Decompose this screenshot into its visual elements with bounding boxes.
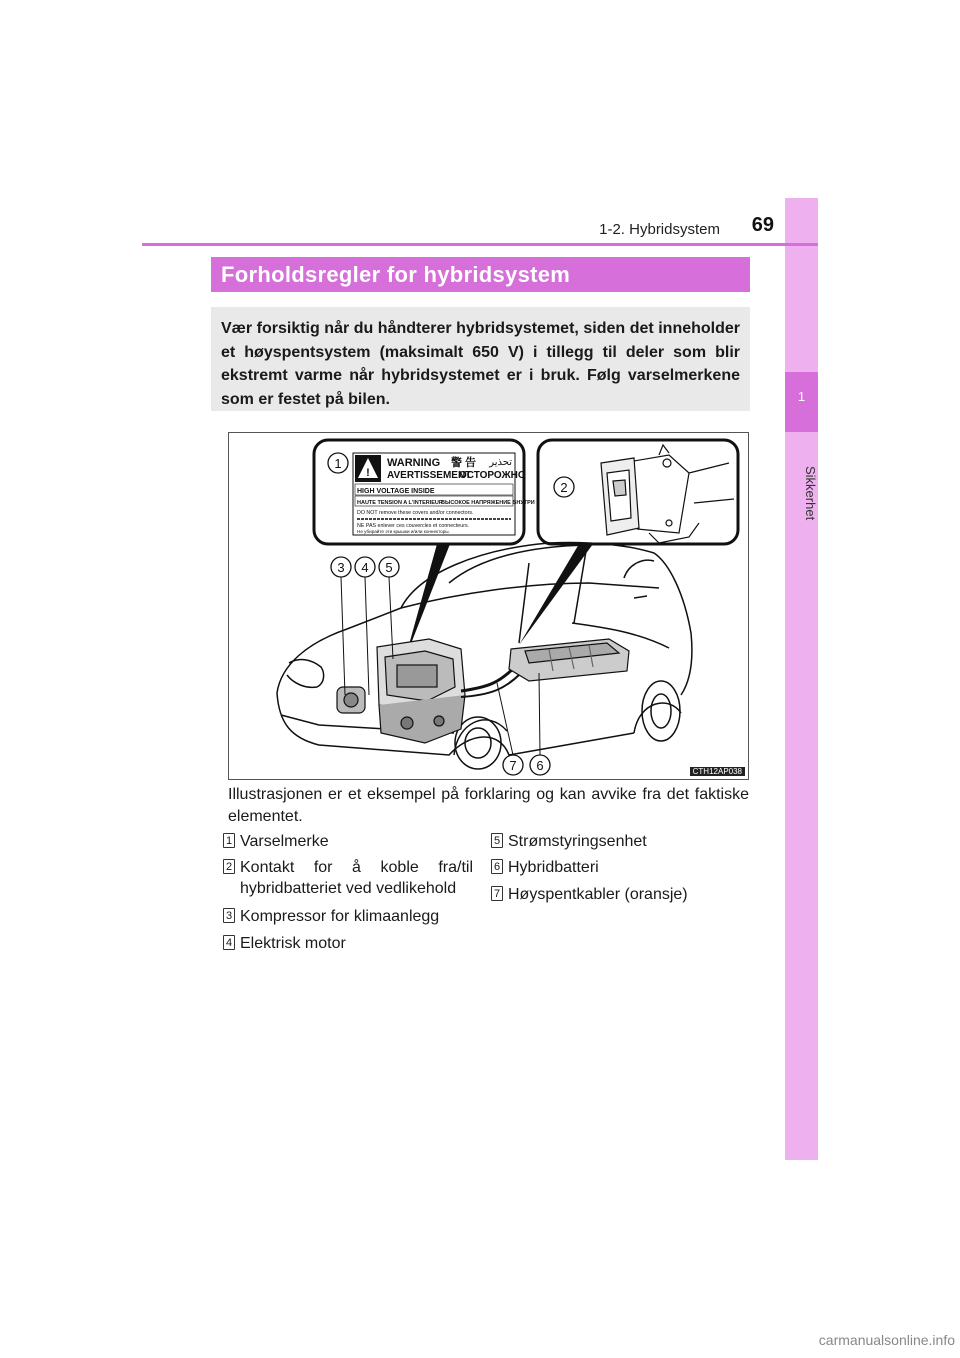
svg-text:7: 7 bbox=[509, 758, 517, 773]
label-avertissement: AVERTISSEMENT bbox=[387, 470, 472, 481]
legend-number: 6 bbox=[491, 859, 503, 874]
legend-text-line-2: hybridbatteriet ved vedlikehold bbox=[240, 880, 457, 897]
callout-2-leader bbox=[519, 544, 593, 645]
svg-text:4: 4 bbox=[361, 560, 369, 575]
legend-number: 5 bbox=[491, 833, 503, 848]
figure-code: CTH12AP038 bbox=[690, 767, 745, 776]
label-ostorozhno: ОСТОРОЖНО bbox=[459, 470, 526, 481]
label-ne-ubir: Не убирайте эти крышки и/или коннекторы. bbox=[357, 529, 450, 534]
legend-text: Høyspentkabler (oransje) bbox=[508, 886, 688, 903]
legend-number: 4 bbox=[223, 935, 235, 950]
label-warning: WARNING bbox=[387, 457, 441, 469]
page-number: 69 bbox=[751, 214, 774, 236]
svg-text:1: 1 bbox=[334, 456, 342, 471]
intro-box: Vær forsiktig når du håndterer hybridsystemet, siden det inneholder et høyspentsystem (maksimalt 650 V) i tillegg til deler som blir ekstremt varme når hybridsystemet er i bruk. Følg varselmerkene som er festet på bilen. bbox=[211, 307, 750, 411]
label-warning-jp: 警 告 bbox=[451, 457, 477, 469]
svg-text:!: ! bbox=[366, 467, 370, 479]
svg-text:6: 6 bbox=[536, 758, 544, 773]
engine-assembly bbox=[377, 639, 465, 743]
label-ne-pas: NE PAS enlever ces couvercles et connecteurs. bbox=[357, 523, 470, 529]
legend-number: 7 bbox=[491, 886, 503, 901]
legend-text-line-1: Kontakt for å koble fra/til bbox=[240, 859, 473, 876]
ac-compressor bbox=[337, 687, 365, 713]
legend-text: Elektrisk motor bbox=[240, 935, 346, 952]
legend-number: 3 bbox=[223, 908, 235, 923]
legend-text: Hybridbatteri bbox=[508, 859, 599, 876]
legend-number: 2 bbox=[223, 859, 235, 874]
svg-text:3: 3 bbox=[337, 560, 345, 575]
section-banner: Forholdsregler for hybridsystem bbox=[211, 257, 750, 292]
legend-text: Kompressor for klimaanlegg bbox=[240, 908, 440, 925]
side-tab-label: Sikkerhet bbox=[803, 466, 818, 521]
warning-label bbox=[353, 453, 535, 535]
label-do-not: DO NOT remove these covers and/or connectors. bbox=[357, 510, 474, 516]
legend-text: Strømstyringsenhet bbox=[508, 833, 647, 850]
hybrid-system-figure bbox=[228, 432, 749, 780]
label-haute-tension: HAUTE TENSION A L'INTERIEUR bbox=[357, 500, 443, 506]
side-tab bbox=[785, 198, 818, 1160]
legend-number: 1 bbox=[223, 833, 235, 848]
label-high-voltage: HIGH VOLTAGE INSIDE bbox=[357, 488, 435, 495]
label-warning-ar: تحذير bbox=[489, 457, 512, 468]
header-section-title: 1-2. Hybridsystem bbox=[599, 221, 720, 238]
legend-text: Varselmerke bbox=[240, 833, 329, 850]
figure-caption: Illustrasjonen er et eksempel på forklaring og kan avvike fra det faktiske elementet. bbox=[228, 786, 749, 825]
watermark[interactable]: carmanualsonline.info bbox=[818, 1332, 955, 1348]
car-illustration bbox=[229, 433, 750, 781]
side-tab-number: 1 bbox=[797, 389, 806, 404]
svg-text:2: 2 bbox=[560, 480, 568, 495]
hybrid-battery bbox=[509, 639, 629, 681]
svg-text:5: 5 bbox=[385, 560, 393, 575]
header-rule bbox=[142, 243, 818, 246]
label-vysokoe: ВЫСОКОЕ НАПРЯЖЕНИЕ ВНУТРИ bbox=[441, 500, 535, 506]
